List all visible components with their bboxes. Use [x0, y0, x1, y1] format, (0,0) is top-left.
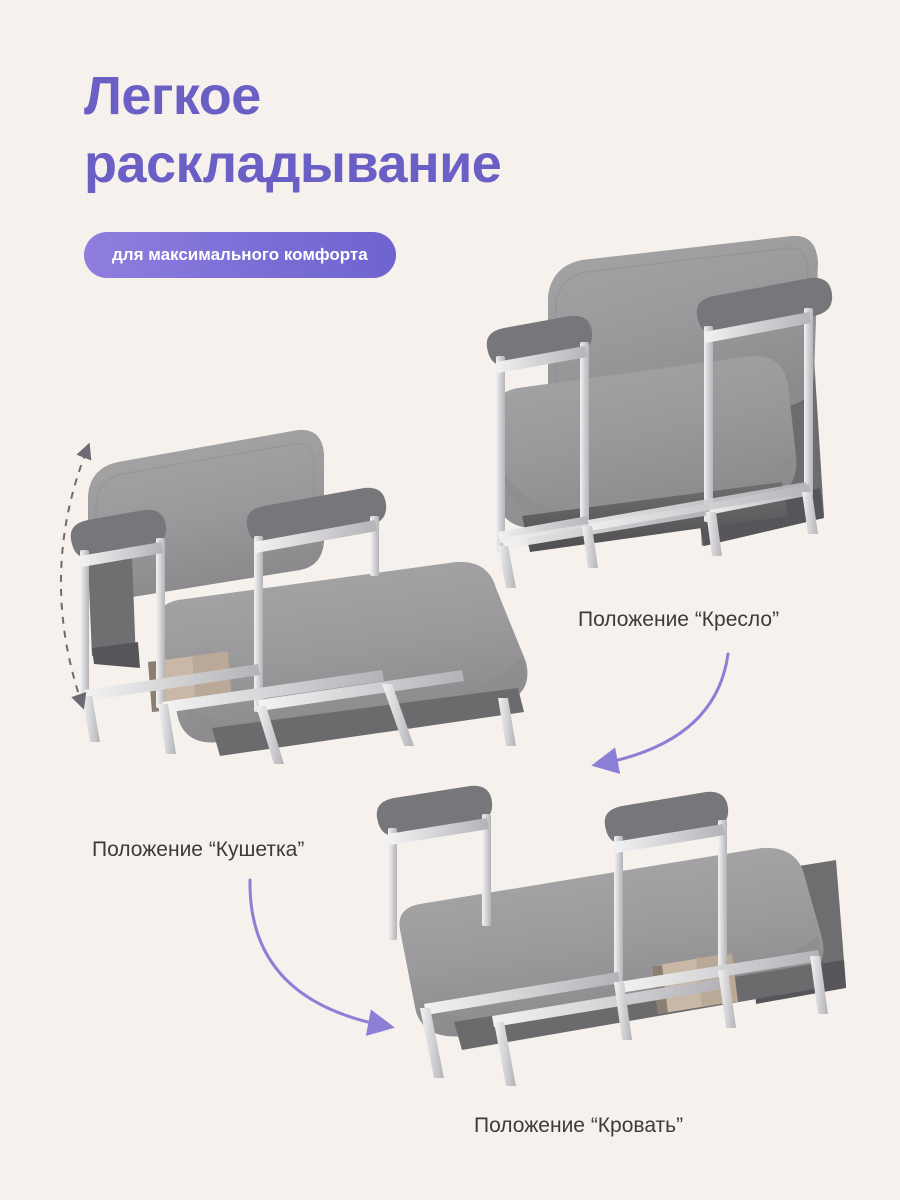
headline-line-1: Легкое — [84, 66, 261, 126]
caption-chair-position: Положение “Кресло” — [578, 608, 780, 631]
subtitle-badge — [84, 232, 396, 278]
caption-bed-position: Положение “Кровать” — [474, 1114, 684, 1137]
bed-position-illustration — [366, 778, 886, 1098]
curved-arrow-chair-to-bed — [600, 654, 728, 764]
subtitle-badge-label: для максимального комфорта — [112, 245, 368, 264]
caption-couch-position: Положение “Кушетка” — [92, 838, 305, 861]
page-title — [84, 62, 724, 198]
couch-position-illustration — [52, 412, 612, 812]
headline-line-2: раскладывание — [84, 134, 502, 195]
